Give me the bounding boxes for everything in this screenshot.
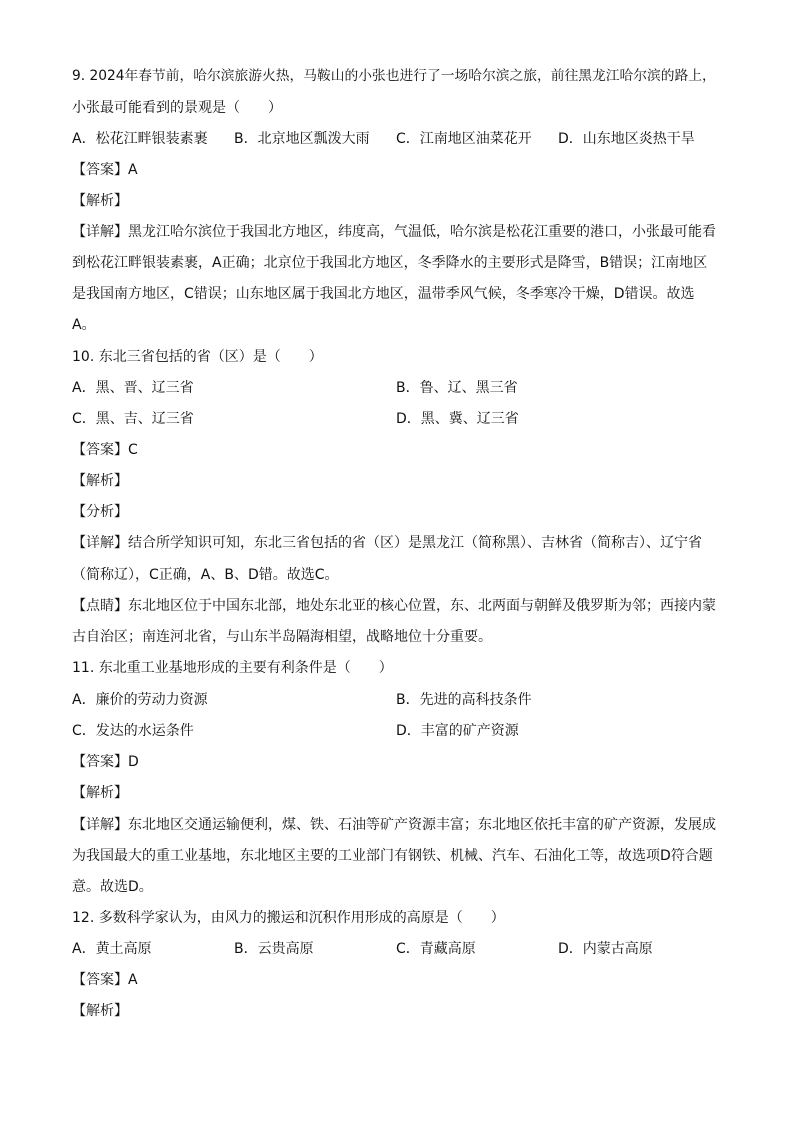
q12-option-c: C．青藏高原 xyxy=(396,941,476,957)
q10-detail-line2: （简称辽），C正确，A、B、D错。故选C。 xyxy=(72,567,339,583)
q11-option-d: D．丰富的矿产资源 xyxy=(396,723,519,739)
q10-analysis-label: 【解析】 xyxy=(72,473,128,489)
q12-option-a: A．黄土高原 xyxy=(72,941,152,957)
q11-option-b: B．先进的高科技条件 xyxy=(396,692,532,708)
q12-stem: 12. 多数科学家认为，由风力的搬运和沉积作用形成的高原是（ ） xyxy=(72,910,505,926)
q10-answer: 【答案】C xyxy=(72,442,138,458)
q11-option-c: C．发达的水运条件 xyxy=(72,723,194,739)
q10-stem: 10. 东北三省包括的省（区）是（ ） xyxy=(72,349,323,365)
q10-option-c: C．黑、吉、辽三省 xyxy=(72,411,194,427)
q11-option-a: A．廉价的劳动力资源 xyxy=(72,692,208,708)
q9-stem-line1: 9. 2024年春节前，哈尔滨旅游火热，马鞍山的小张也进行了一场哈尔滨之旅，前往黑龙江哈尔滨的路上， xyxy=(72,68,716,84)
q11-answer: 【答案】D xyxy=(72,754,139,770)
q12-answer: 【答案】A xyxy=(72,972,138,988)
q9-option-d: D．山东地区炎热干旱 xyxy=(558,131,695,147)
q10-dianjing-line2: 古自治区；南连河北省，与山东半岛隔海相望，战略地位十分重要。 xyxy=(72,629,492,645)
q9-stem-line2: 小张最可能看到的景观是（ ） xyxy=(72,100,282,116)
q11-stem: 11. 东北重工业基地形成的主要有利条件是（ ） xyxy=(72,660,393,676)
q9-detail-line2: 到松花江畔银装素裹，A正确；北京位于我国北方地区，冬季降水的主要形式是降雪，B错误；江南地区 xyxy=(72,255,708,271)
q10-fenxi-label: 【分析】 xyxy=(72,504,128,520)
q10-option-d: D．黑、冀、辽三省 xyxy=(396,411,519,427)
q11-detail-line1: 【详解】东北地区交通运输便利，煤、铁、石油等矿产资源丰富；东北地区依托丰富的矿产资源，发展成 xyxy=(72,817,716,833)
q9-detail-line3: 是我国南方地区，C错误；山东地区属于我国北方地区，温带季风气候，冬季寒冷干燥，D错误。故选 xyxy=(72,286,695,302)
q12-option-b: B．云贵高原 xyxy=(234,941,314,957)
q9-option-a: A．松花江畔银装素裹 xyxy=(72,131,208,147)
q11-analysis-label: 【解析】 xyxy=(72,785,128,801)
q10-detail-line1: 【详解】结合所学知识可知，东北三省包括的省（区）是黑龙江（简称黑）、吉林省（简称吉）、辽宁省 xyxy=(72,535,702,551)
q12-option-d: D．内蒙古高原 xyxy=(558,941,653,957)
q12-analysis-label: 【解析】 xyxy=(72,1003,128,1019)
q9-option-c: C．江南地区油菜花开 xyxy=(396,131,532,147)
q9-detail-line1: 【详解】黑龙江哈尔滨位于我国北方地区，纬度高，气温低，哈尔滨是松花江重要的港口，小张最可能看 xyxy=(72,224,716,240)
q9-option-b: B．北京地区瓢泼大雨 xyxy=(234,131,370,147)
q9-detail-line4: A。 xyxy=(72,317,96,333)
q10-dianjing-line1: 【点睛】东北地区位于中国东北部，地处东北亚的核心位置，东、北两面与朝鲜及俄罗斯为邻；西接内蒙 xyxy=(72,598,716,614)
q9-answer: 【答案】A xyxy=(72,162,138,178)
q10-option-b: B．鲁、辽、黑三省 xyxy=(396,380,518,396)
q11-detail-line3: 意。故选D。 xyxy=(72,879,153,895)
q11-detail-line2: 为我国最大的重工业基地，东北地区主要的工业部门有钢铁、机械、汽车、石油化工等，故选项D符合题 xyxy=(72,848,713,864)
q9-analysis-label: 【解析】 xyxy=(72,193,128,209)
q10-option-a: A．黑、晋、辽三省 xyxy=(72,380,194,396)
